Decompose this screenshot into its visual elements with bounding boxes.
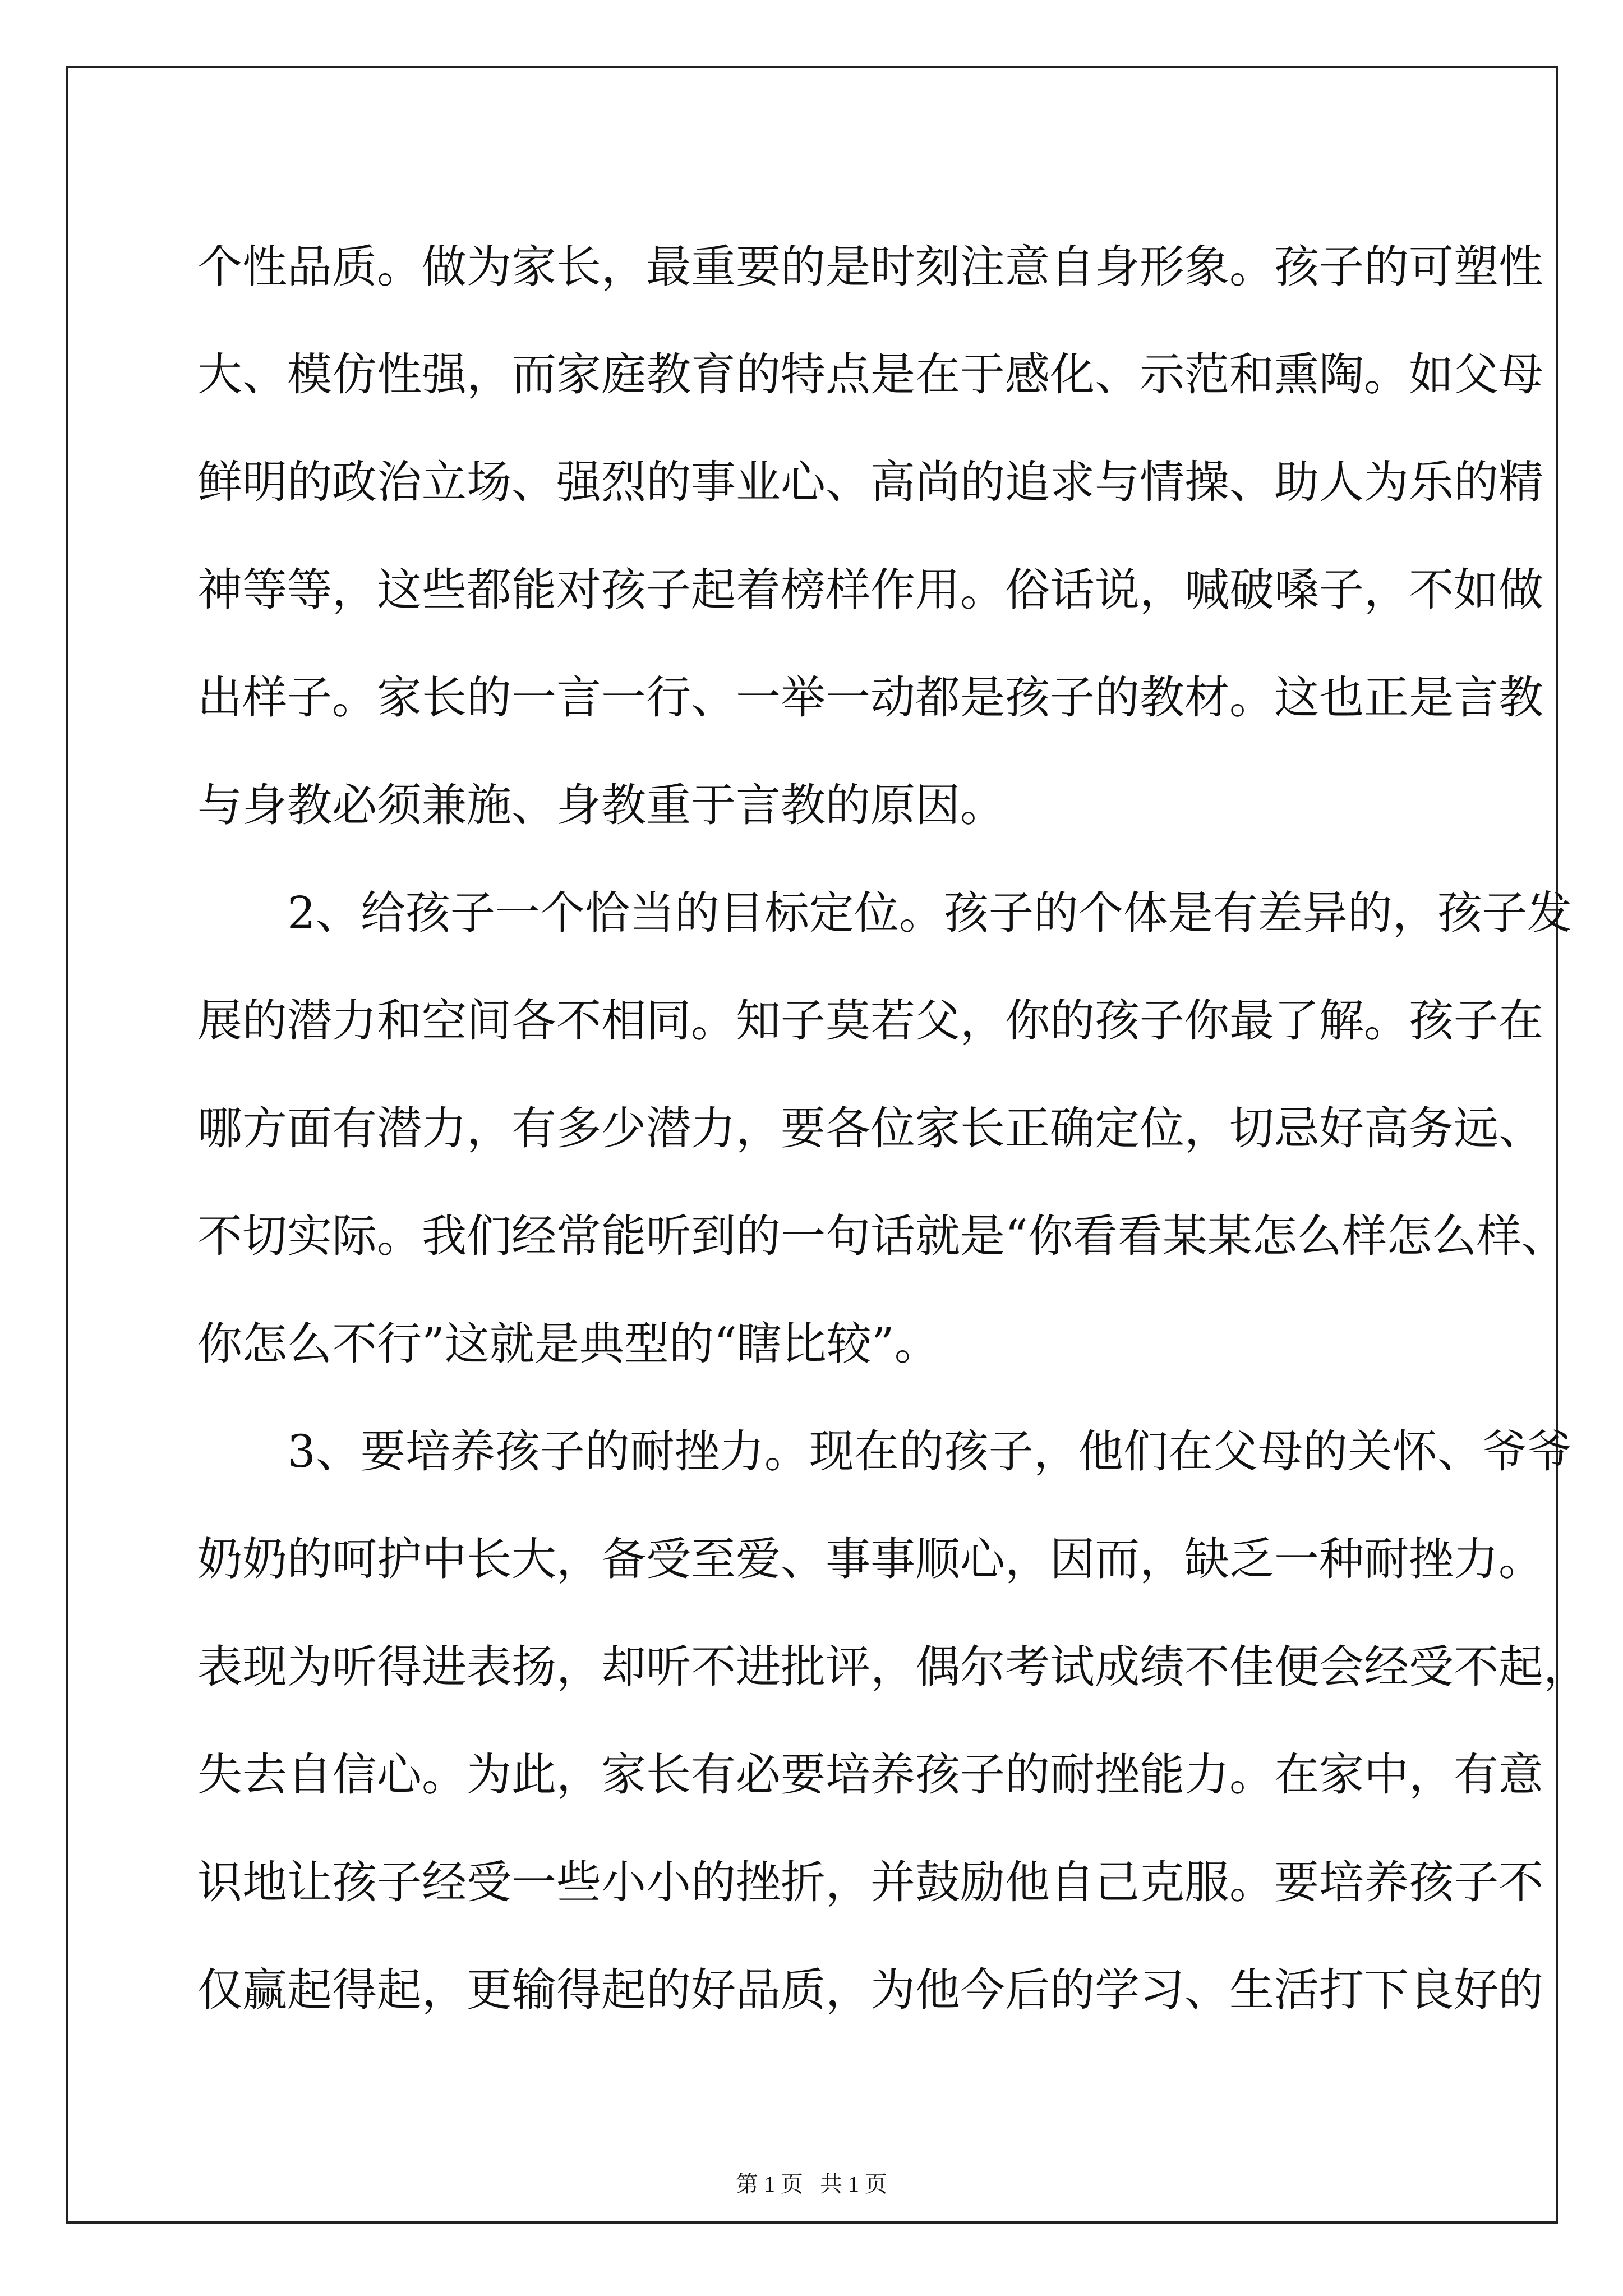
text-line: 展的潜力和空间各不相同。知子莫若父，你的孩子你最了解。孩子在 [197, 995, 1543, 1047]
paragraph-2 [197, 859, 1572, 1398]
text-line: 神等等，这些都能对孩子起着榜样作用。俗话说，喊破嗓子，不如做 [197, 564, 1543, 616]
text-line: 大、模仿性强，而家庭教育的特点是在于感化、示范和熏陶。如父母 [197, 348, 1543, 401]
text-line: 出样子。家长的一言一行、一举一动都是孩子的教材。这也正是言教 [197, 671, 1543, 724]
text-line: 不切实际。我们经常能听到的一句话就是“你看看某某怎么样怎么样、 [197, 1210, 1566, 1262]
text-line: 3、要培养孩子的耐挫力。现在的孩子，他们在父母的关怀、爷爷 [287, 1425, 1572, 1478]
text-line: 2、给孩子一个恰当的目标定位。孩子的个体是有差异的，孩子发 [287, 887, 1572, 939]
text-line: 识地让孩子经受一些小小的挫折，并鼓励他自己克服。要培养孩子不 [197, 1856, 1543, 1908]
document-body [197, 213, 1588, 2044]
paragraph-3 [197, 1398, 1588, 2044]
paragraph-1 [197, 213, 1543, 859]
text-line: 失去自信心。为此，家长有必要培养孩子的耐挫能力。在家中，有意 [197, 1749, 1543, 1801]
text-line: 个性品质。做为家长，最重要的是时刻注意自身形象。孩子的可塑性 [197, 241, 1543, 293]
text-line: 与身教必须兼施、身教重于言教的原因。 [197, 779, 1005, 831]
text-line: 你怎么不行”这就是典型的“瞎比较”。 [197, 1318, 939, 1370]
page-number-footer: 第 1 页 共 1 页 [736, 2171, 887, 2197]
text-line: 哪方面有潜力，有多少潜力，要各位家长正确定位，切忌好高务远、 [197, 1102, 1543, 1154]
text-line: 仅赢起得起，更输得起的好品质，为他今后的学习、生活打下良好的 [197, 1964, 1543, 2016]
text-line: 奶奶的呵护中长大，备受至爱、事事顺心，因而，缺乏一种耐挫力。 [197, 1533, 1543, 1585]
text-line: 表现为听得进表扬，却听不进批评，偶尔考试成绩不佳便会经受不起， [197, 1641, 1588, 1693]
text-line: 鲜明的政治立场、强烈的事业心、高尚的追求与情操、助人为乐的精 [197, 456, 1543, 508]
